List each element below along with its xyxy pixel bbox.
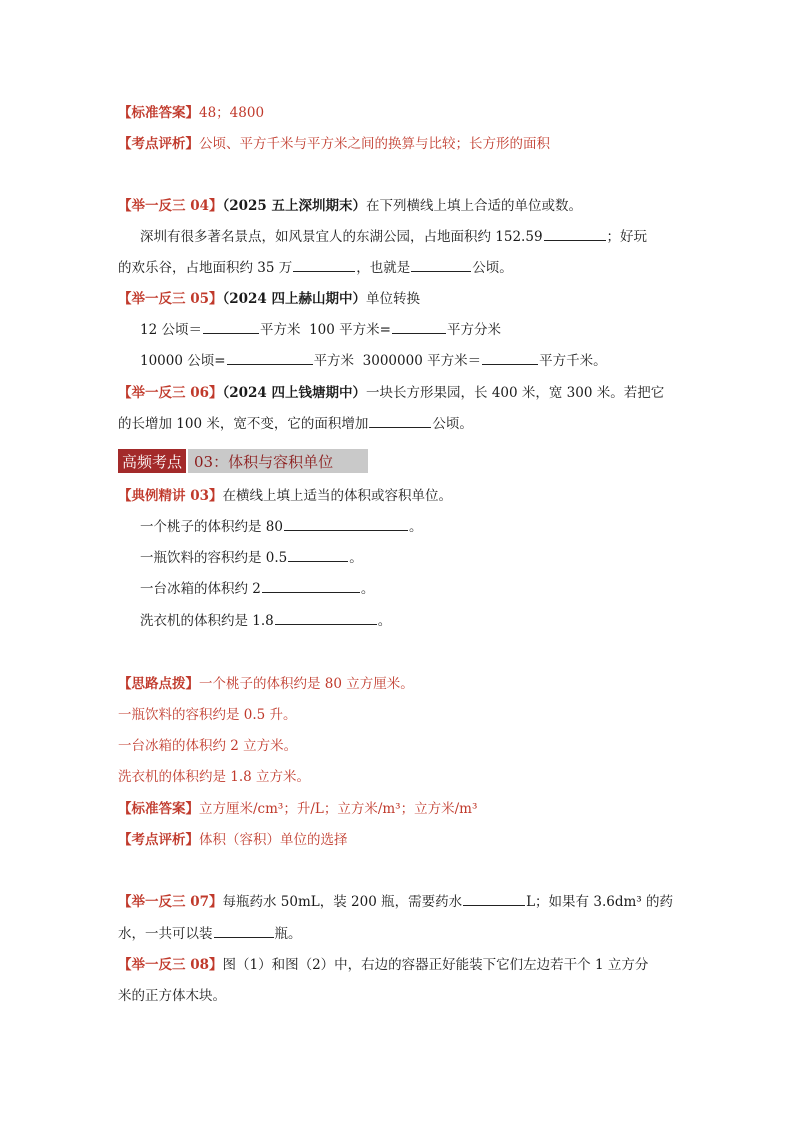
ex08-tag: 【举一反三 08】 <box>118 957 223 973</box>
blank[interactable] <box>275 612 377 625</box>
answer-text: 48；4800 <box>199 105 265 121</box>
example-item-punct: 。 <box>408 519 423 535</box>
blank[interactable] <box>227 352 313 365</box>
blank[interactable] <box>214 925 274 938</box>
review-line-1 <box>118 135 550 153</box>
hints-text-1: 一个桃子的体积约是 80 立方厘米。 <box>199 676 414 692</box>
example-heading <box>118 487 452 505</box>
ex04-text-2a: 的欢乐谷，占地面积约 35 万 <box>118 260 293 276</box>
blank[interactable] <box>544 228 606 241</box>
ex05-question: 单位转换 <box>366 291 421 307</box>
section-label: 高频考点 <box>118 449 186 473</box>
blank[interactable] <box>482 352 538 365</box>
example-item-text: 一台冰箱的体积约 2 <box>140 581 261 597</box>
ex04-text-2b: ，也就是 <box>356 260 411 276</box>
ex07-text-2b: 瓶。 <box>274 926 302 942</box>
answer-tag: 【标准答案】 <box>118 801 199 817</box>
blank[interactable] <box>288 549 348 562</box>
ex04-text-1a: 深圳有很多著名景点，如风景宜人的东湖公园，占地面积约 152.59 <box>140 229 543 245</box>
example-item-punct: 。 <box>377 613 392 629</box>
review-text: 体积（容积）单位的选择 <box>199 832 348 848</box>
ex06-heading <box>118 384 664 402</box>
ex07-line-2 <box>118 925 302 943</box>
ex07-text-1b: L；如果有 3.6dm³ 的药 <box>526 894 673 910</box>
ex06-tag: 【举一反三 06】 <box>118 385 223 401</box>
ex05-text-2c: 3000000 平方米＝ <box>362 353 482 369</box>
answer-line-2 <box>118 800 477 818</box>
blank[interactable] <box>203 321 259 334</box>
ex04-text-2c: 公顷。 <box>472 260 513 276</box>
ex05-text-1d: 平方分米 <box>446 322 501 338</box>
ex04-text-1b: ；好玩 <box>606 229 648 245</box>
ex04-heading <box>118 197 582 215</box>
ex05-line-1 <box>140 321 501 339</box>
answer-text: 立方厘米/cm³；升/L；立方米/m³；立方米/m³ <box>199 801 478 817</box>
blank[interactable] <box>392 321 446 334</box>
ex07-text-2a: 水，一共可以装 <box>118 926 213 942</box>
section-title: 03：体积与容积单位 <box>186 449 368 473</box>
blank[interactable] <box>293 259 355 272</box>
blank[interactable] <box>411 259 471 272</box>
ex04-line-1 <box>140 228 647 246</box>
ex05-text-1b: 平方米 <box>259 322 301 338</box>
example-question: 在横线上填上适当的体积或容积单位。 <box>222 488 452 504</box>
section-banner <box>118 449 368 473</box>
review-text: 公顷、平方千米与平方米之间的换算与比较；长方形的面积 <box>199 136 550 152</box>
example-item-1 <box>140 518 422 536</box>
ex07-text-1a: 每瓶药水 50mL，装 200 瓶，需要药水 <box>222 894 463 910</box>
example-item-punct: 。 <box>349 550 363 566</box>
review-tag: 【考点评析】 <box>118 832 199 848</box>
ex06-question: 一块长方形果园，长 400 米，宽 300 米。若把它 <box>366 385 665 401</box>
ex06-source: （2024 四上钱塘期中） <box>222 385 367 401</box>
ex06-line-2 <box>118 415 473 433</box>
hints-line-3: 一台冰箱的体积约 2 立方米。 <box>118 738 298 754</box>
hints-line-1 <box>118 675 414 693</box>
review-line-2 <box>118 831 348 849</box>
ex04-tag: 【举一反三 04】 <box>118 198 223 214</box>
example-item-text: 洗衣机的体积约是 1.8 <box>140 613 274 629</box>
hints-line-4: 洗衣机的体积约是 1.8 立方米。 <box>118 769 311 785</box>
ex05-heading <box>118 290 420 308</box>
ex05-text-1c: 100 平方米= <box>309 322 391 338</box>
ex08-text-1: 图（1）和图（2）中，右边的容器正好能装下它们左边若干个 1 立方分 <box>222 957 649 973</box>
answer-line-1 <box>118 104 264 122</box>
ex04-question: 在下列横线上填上合适的单位或数。 <box>366 198 583 214</box>
ex05-text-2a: 10000 公顷= <box>140 353 226 369</box>
ex05-line-2 <box>140 352 607 370</box>
ex08-line-2: 米的正方体木块。 <box>118 988 226 1004</box>
ex04-line-2 <box>118 259 513 277</box>
ex05-text-2b: 平方米 <box>313 353 355 369</box>
hints-tag: 【思路点拨】 <box>118 676 199 692</box>
ex08-line-1 <box>118 956 648 974</box>
ex06-text-2b: 公顷。 <box>432 416 473 432</box>
example-item-text: 一瓶饮料的容积约是 0.5 <box>140 550 288 566</box>
ex07-line-1 <box>118 893 673 911</box>
ex07-tag: 【举一反三 07】 <box>118 894 223 910</box>
ex05-text-1a: 12 公顷＝ <box>140 322 202 338</box>
example-item-4 <box>140 612 391 630</box>
ex05-source: （2024 四上赫山期中） <box>222 291 367 307</box>
blank[interactable] <box>284 518 408 531</box>
example-item-2 <box>140 549 363 567</box>
blank[interactable] <box>262 580 360 593</box>
ex05-text-2d: 平方千米。 <box>539 353 607 369</box>
ex06-text-2a: 的长增加 100 米，宽不变，它的面积增加 <box>118 416 369 432</box>
ex05-tag: 【举一反三 05】 <box>118 291 223 307</box>
ex04-source: （2025 五上深圳期末） <box>222 198 367 214</box>
example-item-text: 一个桃子的体积约是 80 <box>140 519 283 535</box>
review-tag: 【考点评析】 <box>118 136 199 152</box>
answer-tag: 【标准答案】 <box>118 105 199 121</box>
hints-line-2: 一瓶饮料的容积约是 0.5 升。 <box>118 707 297 723</box>
example-tag: 【典例精讲 03】 <box>118 488 223 504</box>
example-item-punct: 。 <box>360 581 375 597</box>
blank[interactable] <box>463 893 525 906</box>
blank[interactable] <box>369 415 431 428</box>
example-item-3 <box>140 580 374 598</box>
